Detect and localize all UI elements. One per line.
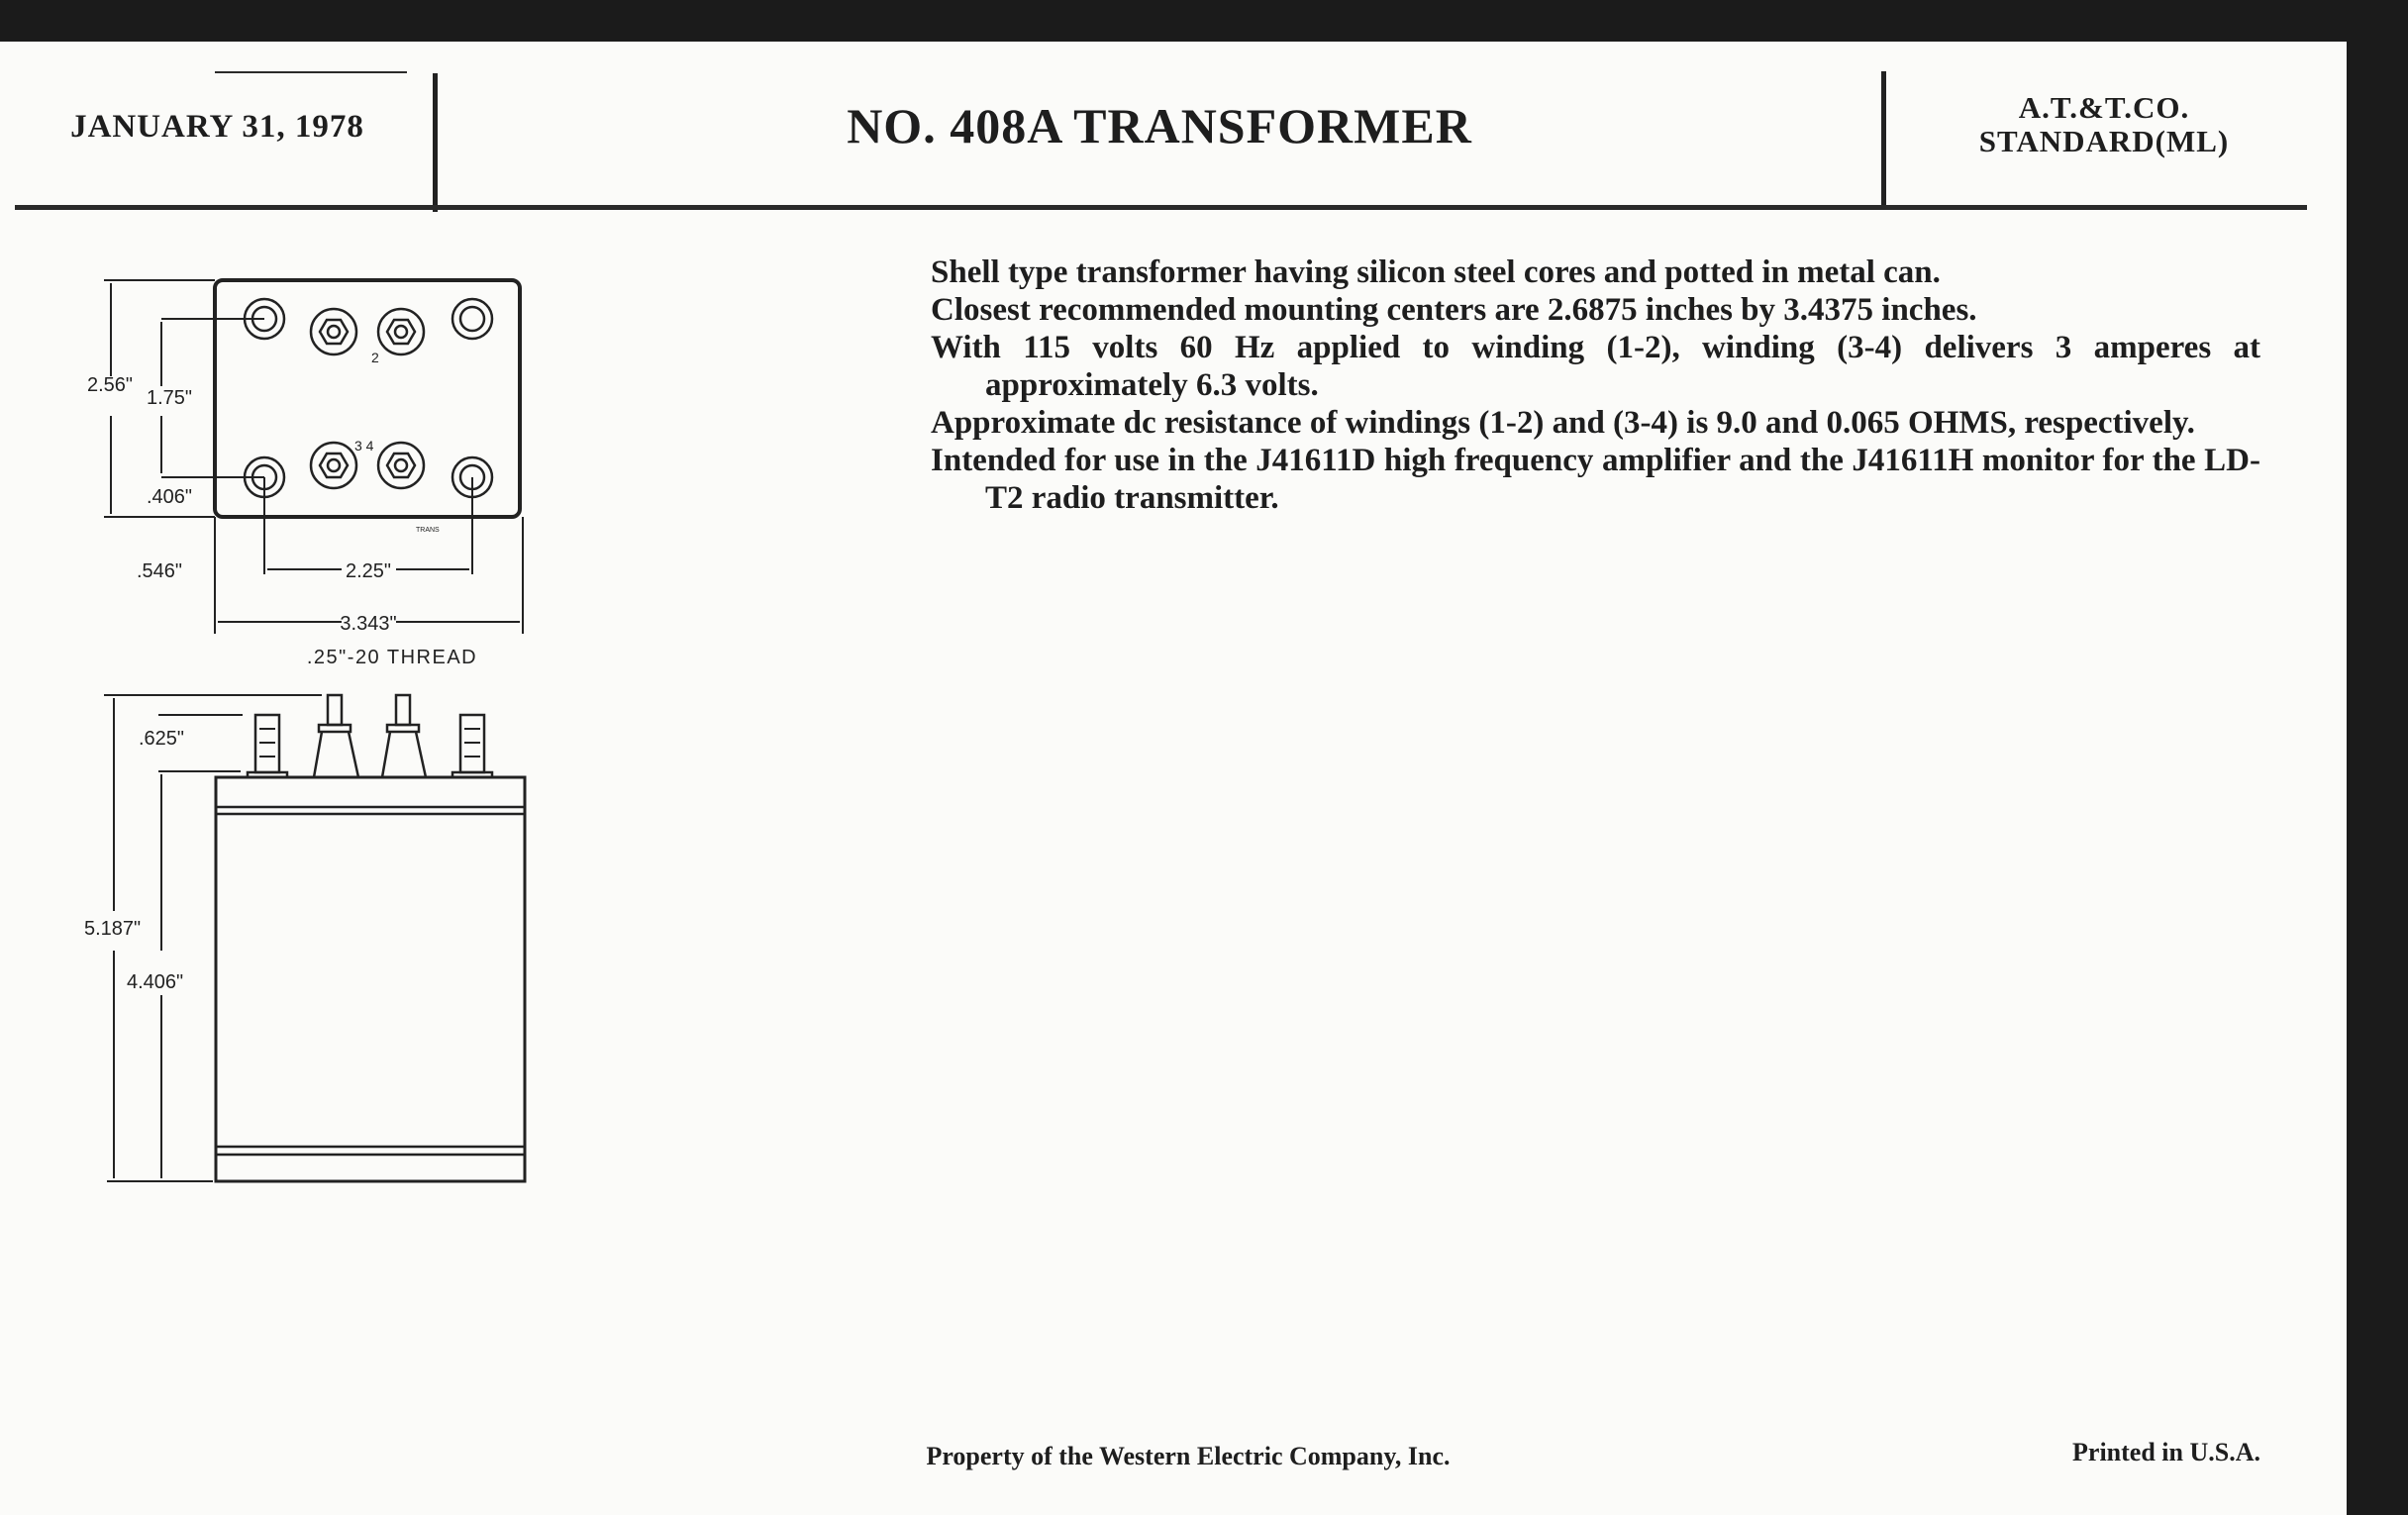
can-outline-side (216, 777, 525, 1181)
standard-line-2: STANDARD(ML) (1978, 124, 2230, 158)
terminal-label-2: 2 (371, 350, 379, 365)
sheet-date: JANUARY 31, 1978 (70, 109, 364, 145)
printed-in-notice: Printed in U.S.A. (2072, 1438, 2260, 1466)
dim-total-height-label: 5.187" (84, 918, 142, 940)
trans-mark: TRANS (416, 527, 440, 534)
stud-side-icon (248, 715, 287, 777)
dim-width-label: 3.343" (340, 613, 397, 635)
description-paragraph: With 115 volts 60 Hz applied to winding (1-2), winding (3-4) delivers 3 amperes at approximately 6.3 volts. (931, 330, 2260, 403)
dim-can-height-label: 4.406" (127, 971, 184, 993)
stud-side-icon (452, 715, 492, 777)
transformer-drawing (0, 0, 693, 1238)
description-paragraph: Shell type transformer having silicon steel cores and potted in metal can. (931, 254, 1941, 290)
terminal-icon (311, 443, 356, 488)
top-view (87, 280, 523, 668)
description-paragraph: Closest recommended mounting centers are 2.6875 inches by 3.4375 inches. (931, 292, 1977, 328)
terminal-icon (378, 309, 424, 354)
dim-terminal-height-label: .625" (139, 728, 185, 750)
dim-offset-bottom-label: .406" (147, 486, 193, 508)
terminal-icon (378, 443, 424, 488)
terminal-side-icon (314, 695, 358, 777)
dim-offset-left-label: .546" (137, 560, 183, 582)
standard-line-1: A.T.&T.CO. (2018, 90, 2190, 125)
description-paragraph: Intended for use in the J41611D high frequency amplifier and the J41611H monitor for the LD-T2 radio transmitter. (931, 443, 2260, 516)
page-title: NO. 408A TRANSFORMER (847, 98, 1472, 153)
description (931, 253, 2260, 517)
dim-height-label: 2.56" (87, 374, 134, 396)
mounting-stud-icon (452, 299, 492, 339)
can-bands (216, 807, 525, 1155)
dim-mount-horizontal-label: 2.25" (345, 560, 392, 582)
terminal-icon (311, 309, 356, 354)
standard-label (1884, 91, 2324, 158)
dim-mount-vertical-label: 1.75" (147, 387, 193, 409)
description-paragraph: Approximate dc resistance of windings (1-2) and (3-4) is 9.0 and 0.065 OHMS, respectively. (931, 405, 2195, 441)
property-notice: Property of the Western Electric Company, Inc. (926, 1442, 1451, 1470)
terminal-label-3-4: 3 4 (354, 438, 374, 454)
thread-note: .25"-20 THREAD (306, 647, 478, 668)
terminal-side-icon (382, 695, 426, 777)
side-view (84, 695, 525, 1181)
can-outline-top (215, 280, 520, 517)
